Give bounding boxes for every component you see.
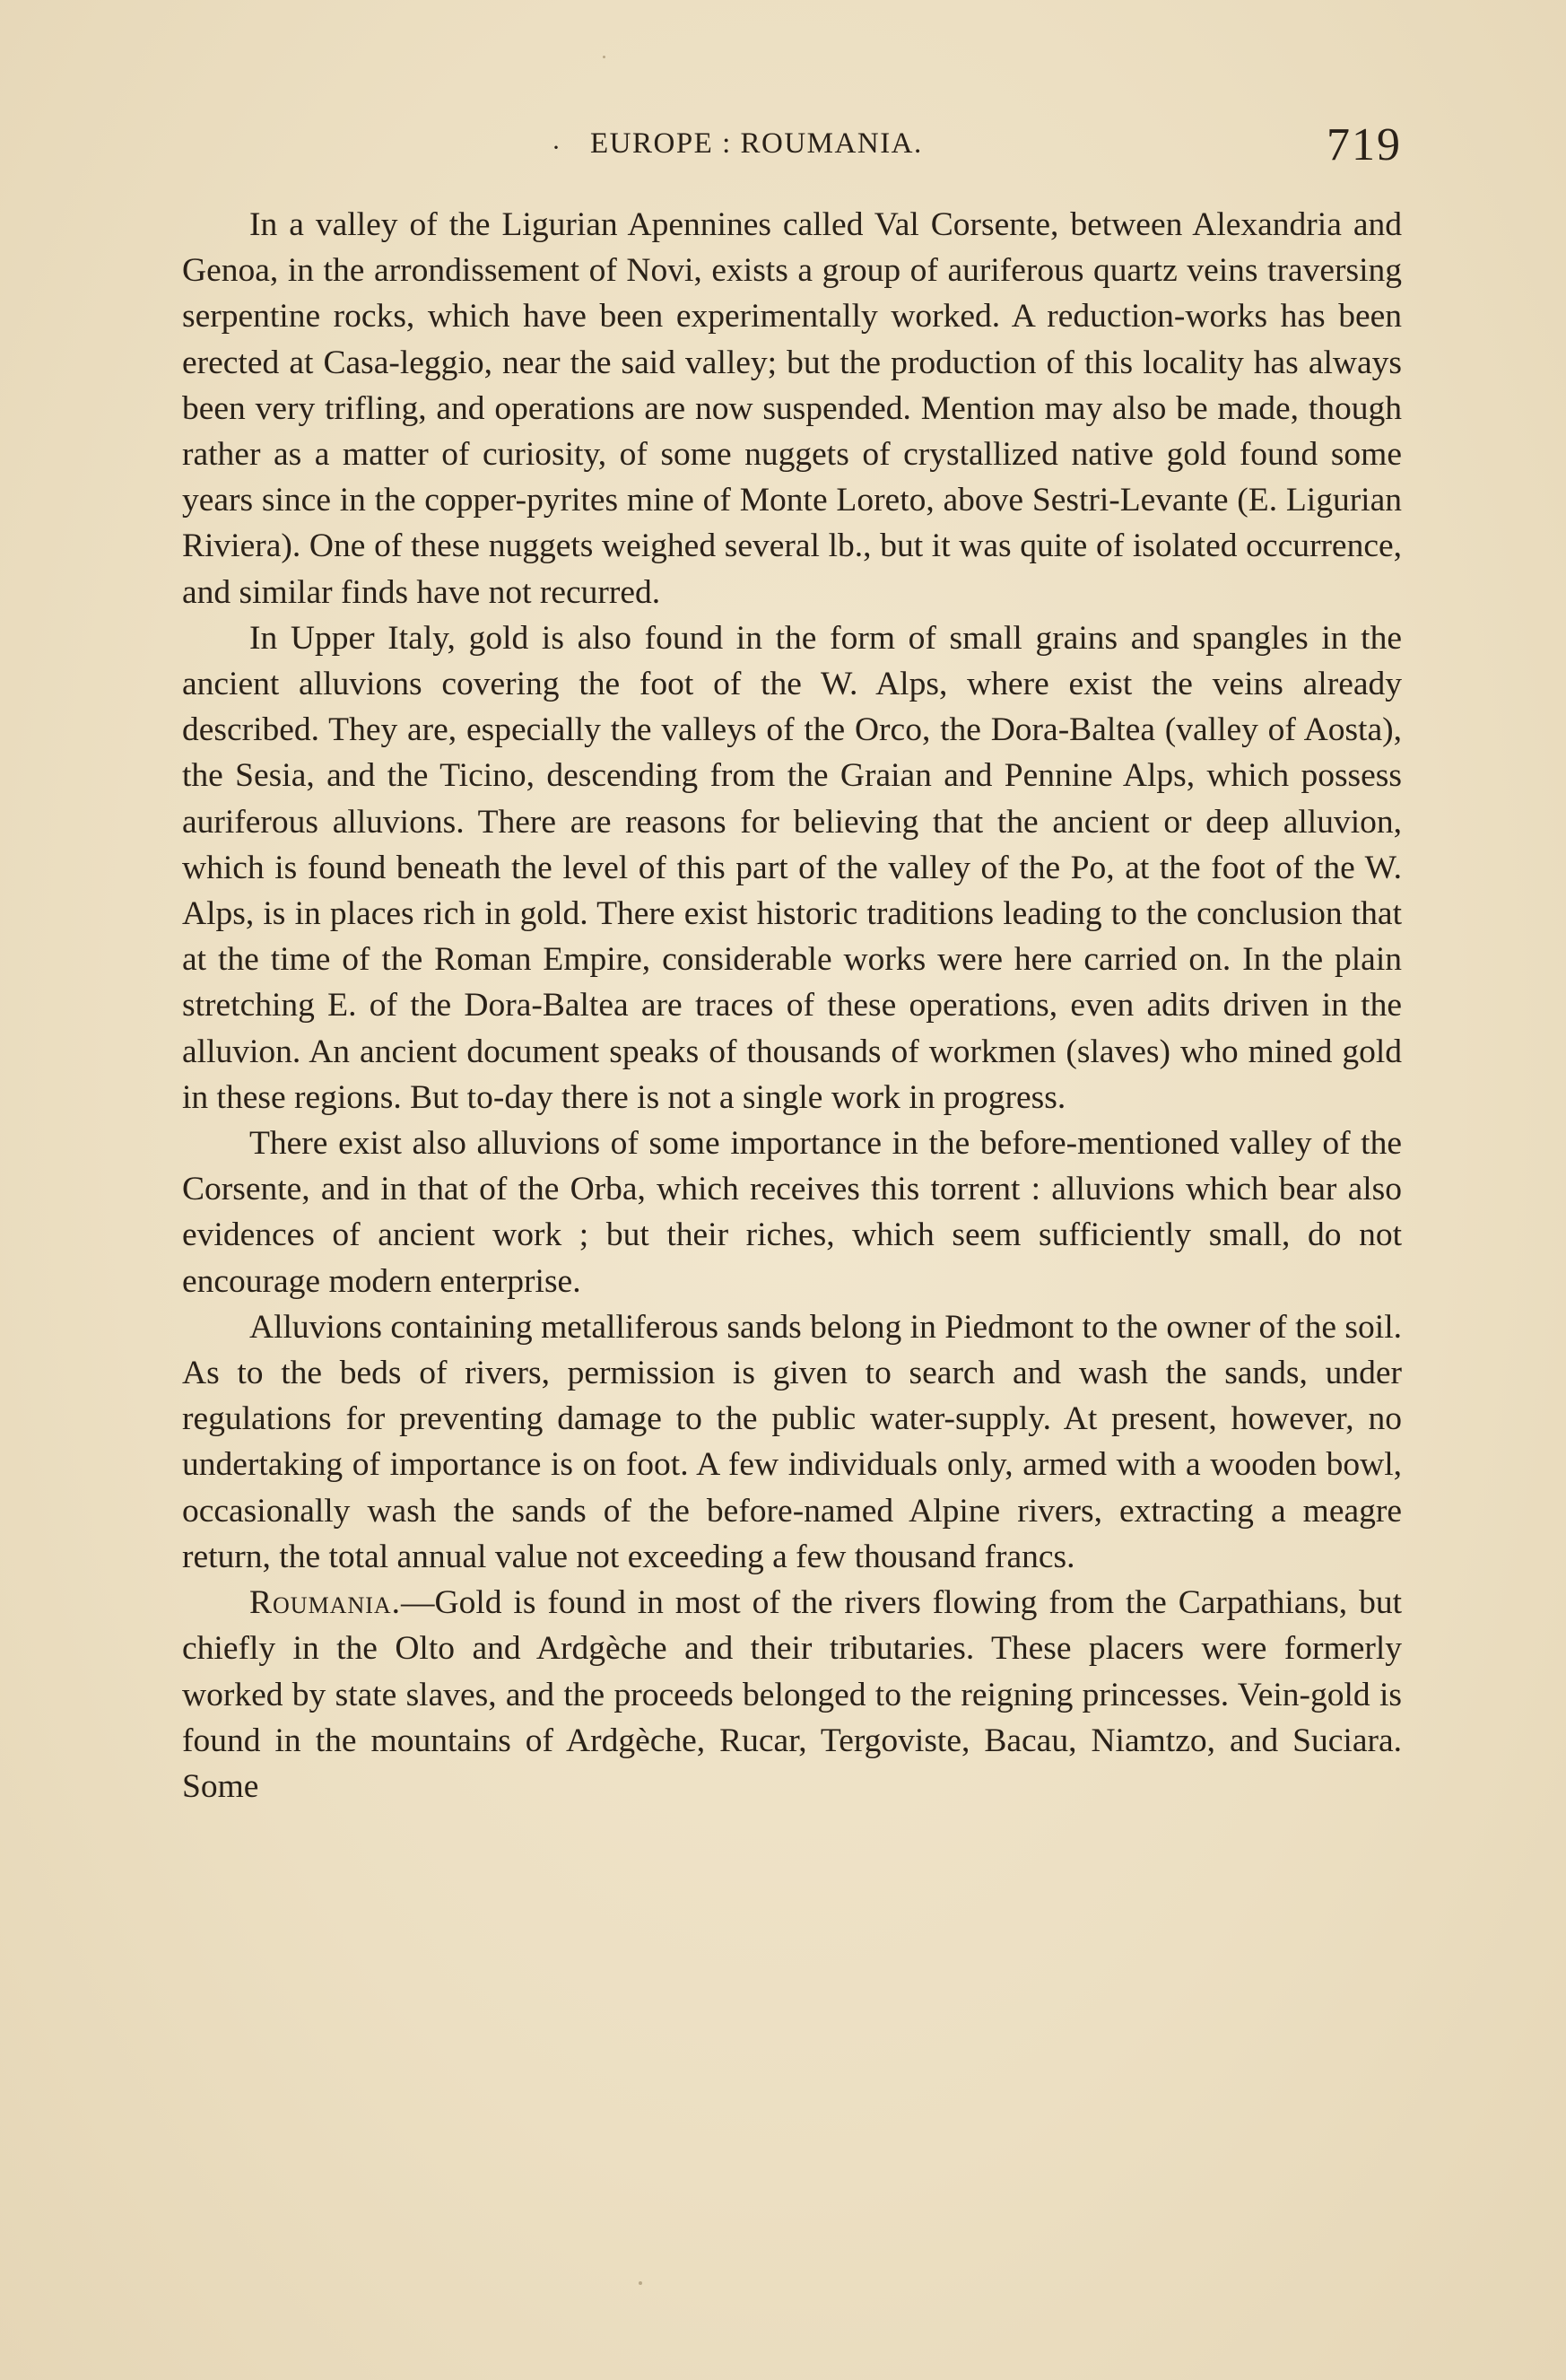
page-number: 719 xyxy=(1327,119,1402,170)
paragraph-piedmont: Alluvions containing metalliferous sands belong in Piedmont to the owner of the soil. As to the beds of rivers, permission is given to search and wash the sands, under regulations for preventing damage to the public water-supply. At present, however, no undertaking of importance is on foot. A few individuals only, armed with a wooden bowl, occasionally wash the sands of the before-named Alpine rivers, extracting a meagre return, the total annual value not exceeding a few thousand francs. xyxy=(182,1308,1402,1575)
header-title: EUROPE : ROUMANIA. xyxy=(590,127,923,160)
roumania-heading: Roumania. xyxy=(249,1584,402,1622)
body-text xyxy=(182,202,1402,1809)
page-speck xyxy=(639,2281,642,2285)
paragraph-upper-italy: In Upper Italy, gold is also found in the form of small grains and spangles in the ancient alluvions covering the foot of the W. Alps, where exist the veins already described. They are, especially the valleys of the Orco, the Dora-Baltea (valley of Aosta), the Sesia, and the Ticino, descending from the Graian and Pennine Alps, which possess auriferous alluvions. There are reasons for believing that the ancient or deep alluvion, which is found beneath the level of this part of the valley of the Po, at the foot of the W. Alps, is in places rich in gold. There exist historic traditions leading to the conclusion that at the time of the Roman Empire, considerable works were here carried on. In the plain stretching E. of the Dora-Baltea are traces of these operations, even adits driven in the alluvion. An ancient document speaks of thousands of workmen (slaves) who mined gold in these regions. But to-day there is not a single work in progress. xyxy=(182,619,1402,1116)
paragraph-val-corsente: In a valley of the Ligurian Apennines called Val Corsente, between Alexandria and Genoa, in the arrondissement of Novi, exists a group of auriferous quartz veins traversing serpentine rocks, which have been experimentally worked. A reduction-works has been erected at Casa-leggio, near the said valley; but the production of this locality has always been very trifling, and operations are now suspended. Mention may also be made, though rather as a matter of curiosity, of some nuggets of crystallized native gold found some years since in the copper-pyrites mine of Monte Loreto, above Sestri-Levante (E. Ligurian Riviera). One of these nuggets weighed several lb., but it was quite of isolated occurrence, and similar finds have not recurred. xyxy=(182,206,1402,611)
roumania-text: —Gold is found in most of the rivers flowing from the Carpathians, but chiefly in the Olto and Ardgèche and their tributaries. These placers were formerly worked by state slaves, and the proceeds belonged to the reigning princesses. Vein-gold is found in the mountains of Ardgèche, Rucar, Tergoviste, Bacau, Niamtzo, and Suciara. Some xyxy=(182,1584,1402,1805)
paragraph-corsente-orba: There exist also alluvions of some importance in the before-mentioned valley of the Corsente, and in that of the Orba, which receives this torrent : alluvions which bear also evidences of ancient work ; but their riches, which seem sufficiently small, do not encourage modern enterprise. xyxy=(182,1125,1402,1300)
running-head xyxy=(182,119,1402,176)
paragraph-roumania xyxy=(182,1580,1402,1809)
header-dot: · xyxy=(552,133,561,162)
page-speck xyxy=(603,56,605,58)
